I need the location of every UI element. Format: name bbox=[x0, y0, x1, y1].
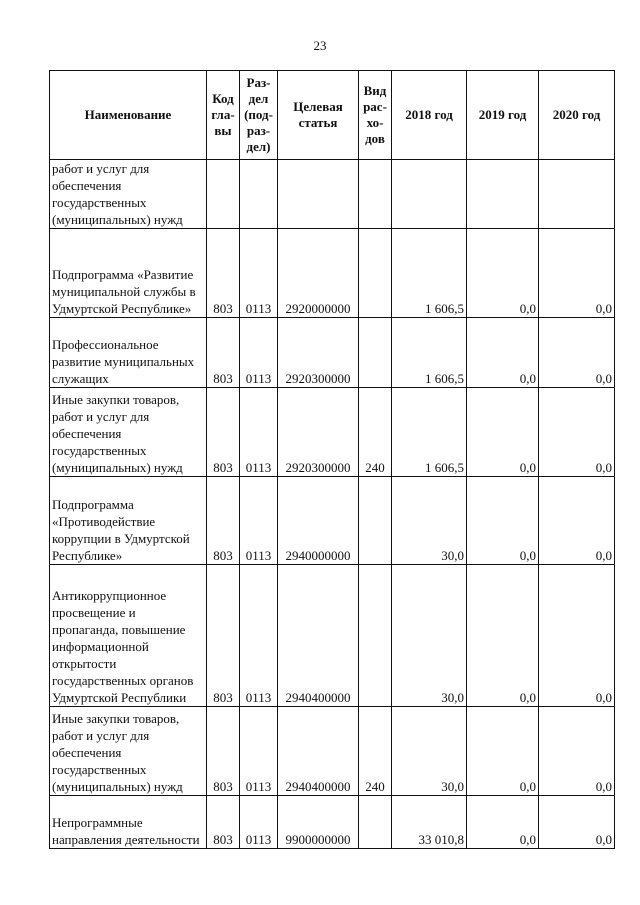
row-2019: 0,0 bbox=[467, 565, 539, 707]
row-2018: 33 010,8 bbox=[392, 796, 467, 849]
row-type bbox=[359, 796, 392, 849]
row-2018: 1 606,5 bbox=[392, 229, 467, 318]
row-section: 0113 bbox=[240, 229, 278, 318]
table-row bbox=[50, 477, 615, 565]
row-2019: 0,0 bbox=[467, 229, 539, 318]
row-2019: 0,0 bbox=[467, 318, 539, 388]
row-section: 0113 bbox=[240, 707, 278, 796]
page-number: 23 bbox=[313, 38, 327, 53]
row-target: 2920300000 bbox=[278, 388, 359, 477]
row-2018: 1 606,5 bbox=[392, 318, 467, 388]
row-2020: 0,0 bbox=[539, 229, 615, 318]
header-expense-type: Вид рас-хо-дов bbox=[359, 71, 392, 160]
row-name: Антикоррупционное просвещение и пропаганда, повышение информационной открытости государственных органов Удмуртской Республики bbox=[50, 565, 207, 707]
row-name: Иные закупки товаров, работ и услуг для обеспечения государственных (муниципальных) нужд bbox=[50, 707, 207, 796]
row-type bbox=[359, 565, 392, 707]
row-2019: 0,0 bbox=[467, 796, 539, 849]
header-chapter-code: Код гла-вы bbox=[207, 71, 240, 160]
row-code: 803 bbox=[207, 229, 240, 318]
row-2020 bbox=[539, 160, 615, 229]
row-type bbox=[359, 477, 392, 565]
row-code: 803 bbox=[207, 388, 240, 477]
header-2018: 2018 год bbox=[392, 71, 467, 160]
row-2018: 30,0 bbox=[392, 477, 467, 565]
row-type bbox=[359, 229, 392, 318]
table-header-row bbox=[50, 71, 615, 160]
row-section: 0113 bbox=[240, 565, 278, 707]
row-section bbox=[240, 160, 278, 229]
row-2020: 0,0 bbox=[539, 707, 615, 796]
row-name: Подпрограмма «Противодействие коррупции в Удмуртской Республике» bbox=[50, 477, 207, 565]
row-2018: 30,0 bbox=[392, 565, 467, 707]
row-type: 240 bbox=[359, 388, 392, 477]
table-row bbox=[50, 796, 615, 849]
table-row bbox=[50, 318, 615, 388]
row-type bbox=[359, 160, 392, 229]
table-row bbox=[50, 707, 615, 796]
row-code: 803 bbox=[207, 318, 240, 388]
table-row bbox=[50, 229, 615, 318]
row-section: 0113 bbox=[240, 477, 278, 565]
row-code bbox=[207, 160, 240, 229]
row-target bbox=[278, 160, 359, 229]
row-target: 2920000000 bbox=[278, 229, 359, 318]
row-code: 803 bbox=[207, 477, 240, 565]
row-target: 2940000000 bbox=[278, 477, 359, 565]
row-name: Профессиональное развитие муниципальных служащих bbox=[50, 318, 207, 388]
row-name: Непрограммные направления деятельности bbox=[50, 796, 207, 849]
row-2018: 1 606,5 bbox=[392, 388, 467, 477]
row-name: Иные закупки товаров, работ и услуг для обеспечения государственных (муниципальных) нужд bbox=[50, 388, 207, 477]
row-name: работ и услуг для обеспечения государственных (муниципальных) нужд bbox=[50, 160, 207, 229]
header-2020: 2020 год bbox=[539, 71, 615, 160]
row-2020: 0,0 bbox=[539, 477, 615, 565]
row-2020: 0,0 bbox=[539, 565, 615, 707]
row-name: Подпрограмма «Развитие муниципальной службы в Удмуртской Республике» bbox=[50, 229, 207, 318]
header-name: Наименование bbox=[50, 71, 207, 160]
row-code: 803 bbox=[207, 796, 240, 849]
row-2019: 0,0 bbox=[467, 388, 539, 477]
table-row bbox=[50, 160, 615, 229]
row-2019: 0,0 bbox=[467, 707, 539, 796]
row-2019: 0,0 bbox=[467, 477, 539, 565]
row-type bbox=[359, 318, 392, 388]
row-target: 9900000000 bbox=[278, 796, 359, 849]
row-target: 2940400000 bbox=[278, 565, 359, 707]
row-2020: 0,0 bbox=[539, 796, 615, 849]
row-2020: 0,0 bbox=[539, 388, 615, 477]
row-section: 0113 bbox=[240, 318, 278, 388]
budget-table bbox=[49, 70, 615, 849]
row-target: 2920300000 bbox=[278, 318, 359, 388]
row-2018 bbox=[392, 160, 467, 229]
row-code: 803 bbox=[207, 565, 240, 707]
row-section: 0113 bbox=[240, 796, 278, 849]
row-2019 bbox=[467, 160, 539, 229]
header-section: Раз-дел (под-раз-дел) bbox=[240, 71, 278, 160]
header-2019: 2019 год bbox=[467, 71, 539, 160]
header-target-article: Целевая статья bbox=[278, 71, 359, 160]
row-2020: 0,0 bbox=[539, 318, 615, 388]
row-type: 240 bbox=[359, 707, 392, 796]
row-code: 803 bbox=[207, 707, 240, 796]
row-2018: 30,0 bbox=[392, 707, 467, 796]
row-target: 2940400000 bbox=[278, 707, 359, 796]
table-row bbox=[50, 565, 615, 707]
table-row bbox=[50, 388, 615, 477]
row-section: 0113 bbox=[240, 388, 278, 477]
